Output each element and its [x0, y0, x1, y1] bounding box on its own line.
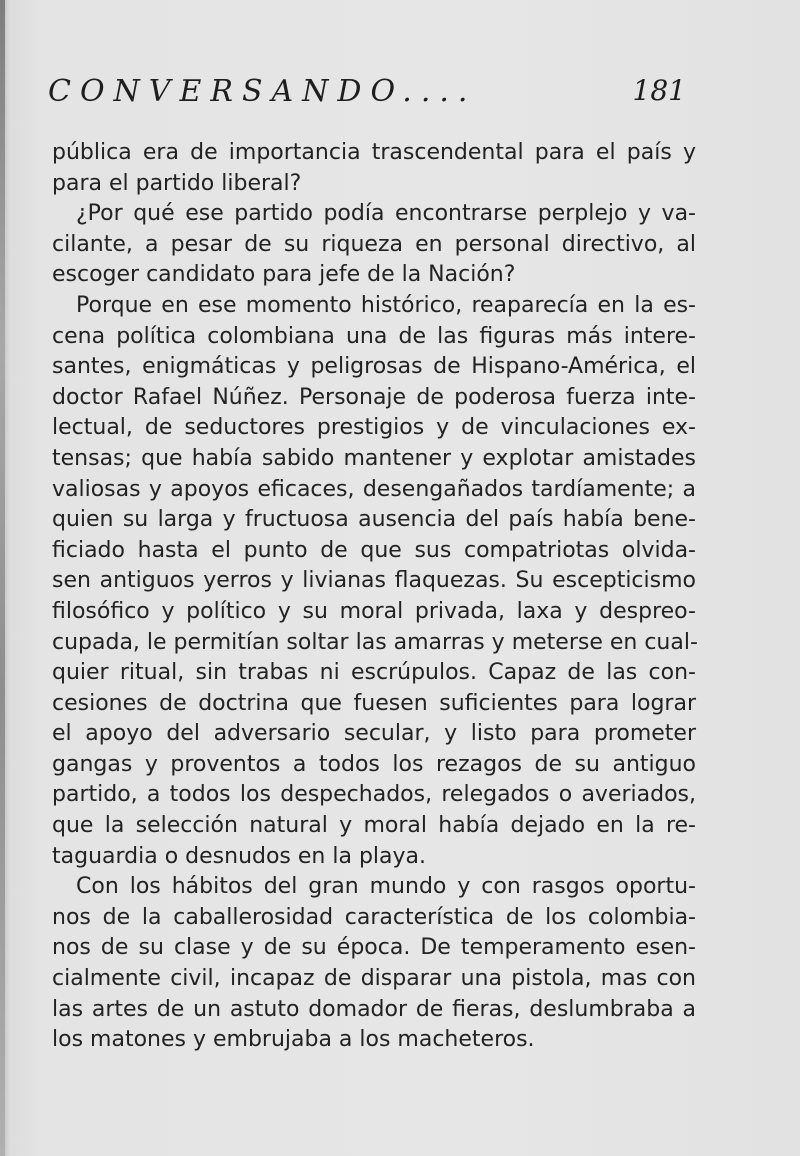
text-line: lectual, de seductores prestigios y de vinculaciones ex- [52, 415, 696, 441]
text-line: los matones y embrujaba a los macheteros. [52, 1027, 535, 1053]
text-line: gangas y proventos a todos los rezagos de su antiguo [52, 751, 696, 777]
page-number: 181 [632, 74, 686, 107]
text-line: el apoyo del adversario secular, y listo para prometer [52, 721, 696, 747]
page-header [48, 74, 686, 114]
text-line: cupada, le permitían soltar las amarras y meterse en cual- [52, 629, 698, 655]
text-line: Con los hábitos del gran mundo y con rasgos oportu- [76, 874, 696, 900]
text-line: cena política colombiana una de las figuras más intere- [52, 323, 696, 349]
text-line: quier ritual, sin trabas ni escrúpulos. Capaz de las con- [52, 660, 696, 686]
running-title: CONVERSANDO.... [48, 74, 477, 109]
text-line: cesiones de doctrina que fuesen suficientes para lograr [52, 690, 696, 716]
text-line: para el partido liberal? [52, 170, 302, 196]
text-line: ¿Por qué ese partido podía encontrarse perplejo y va- [76, 201, 696, 227]
page-gutter [0, 0, 5, 1156]
text-line: pública era de importancia trascendental para el país y [52, 140, 696, 165]
text-line: que la selección natural y moral había dejado en la re- [52, 813, 696, 839]
text-line: ficiado hasta el punto de que sus compatriotas olvida- [52, 537, 696, 563]
text-line: filosófico y político y su moral privada, laxa y despreo- [52, 598, 696, 624]
text-line: partido, a todos los despechados, relegados o averiados, [52, 782, 696, 808]
text-line: Porque en ese momento histórico, reaparecía en la es- [76, 292, 696, 318]
text-line: cilante, a pesar de su riqueza en personal directivo, al [52, 231, 696, 257]
text-line: escoger candidato para jefe de la Nación? [52, 262, 516, 288]
body-text [52, 138, 696, 1056]
text-line: taguardia o desnudos en la playa. [52, 843, 426, 869]
text-line: tensas; que había sabido mantener y explotar amistades [52, 445, 696, 471]
text-line: valiosas y apoyos eficaces, desengañados tardíamente; a [52, 476, 696, 502]
text-line: nos de la caballerosidad característica de los colombia- [52, 904, 696, 930]
text-line: doctor Rafael Núñez. Personaje de poderosa fuerza inte- [52, 384, 696, 410]
text-line: sen antiguos yerros y livianas flaquezas. Su escepticismo [52, 568, 696, 594]
text-line: nos de su clase y de su época. De temperamento esen- [52, 935, 696, 961]
text-line: santes, enigmáticas y peligrosas de Hispano-América, el [52, 354, 696, 380]
text-line: quien su larga y fructuosa ausencia del país había bene- [52, 507, 696, 533]
text-line: las artes de un astuto domador de fieras, deslumbraba a [52, 996, 696, 1022]
text-line: cialmente civil, incapaz de disparar una pistola, mas con [52, 966, 696, 992]
